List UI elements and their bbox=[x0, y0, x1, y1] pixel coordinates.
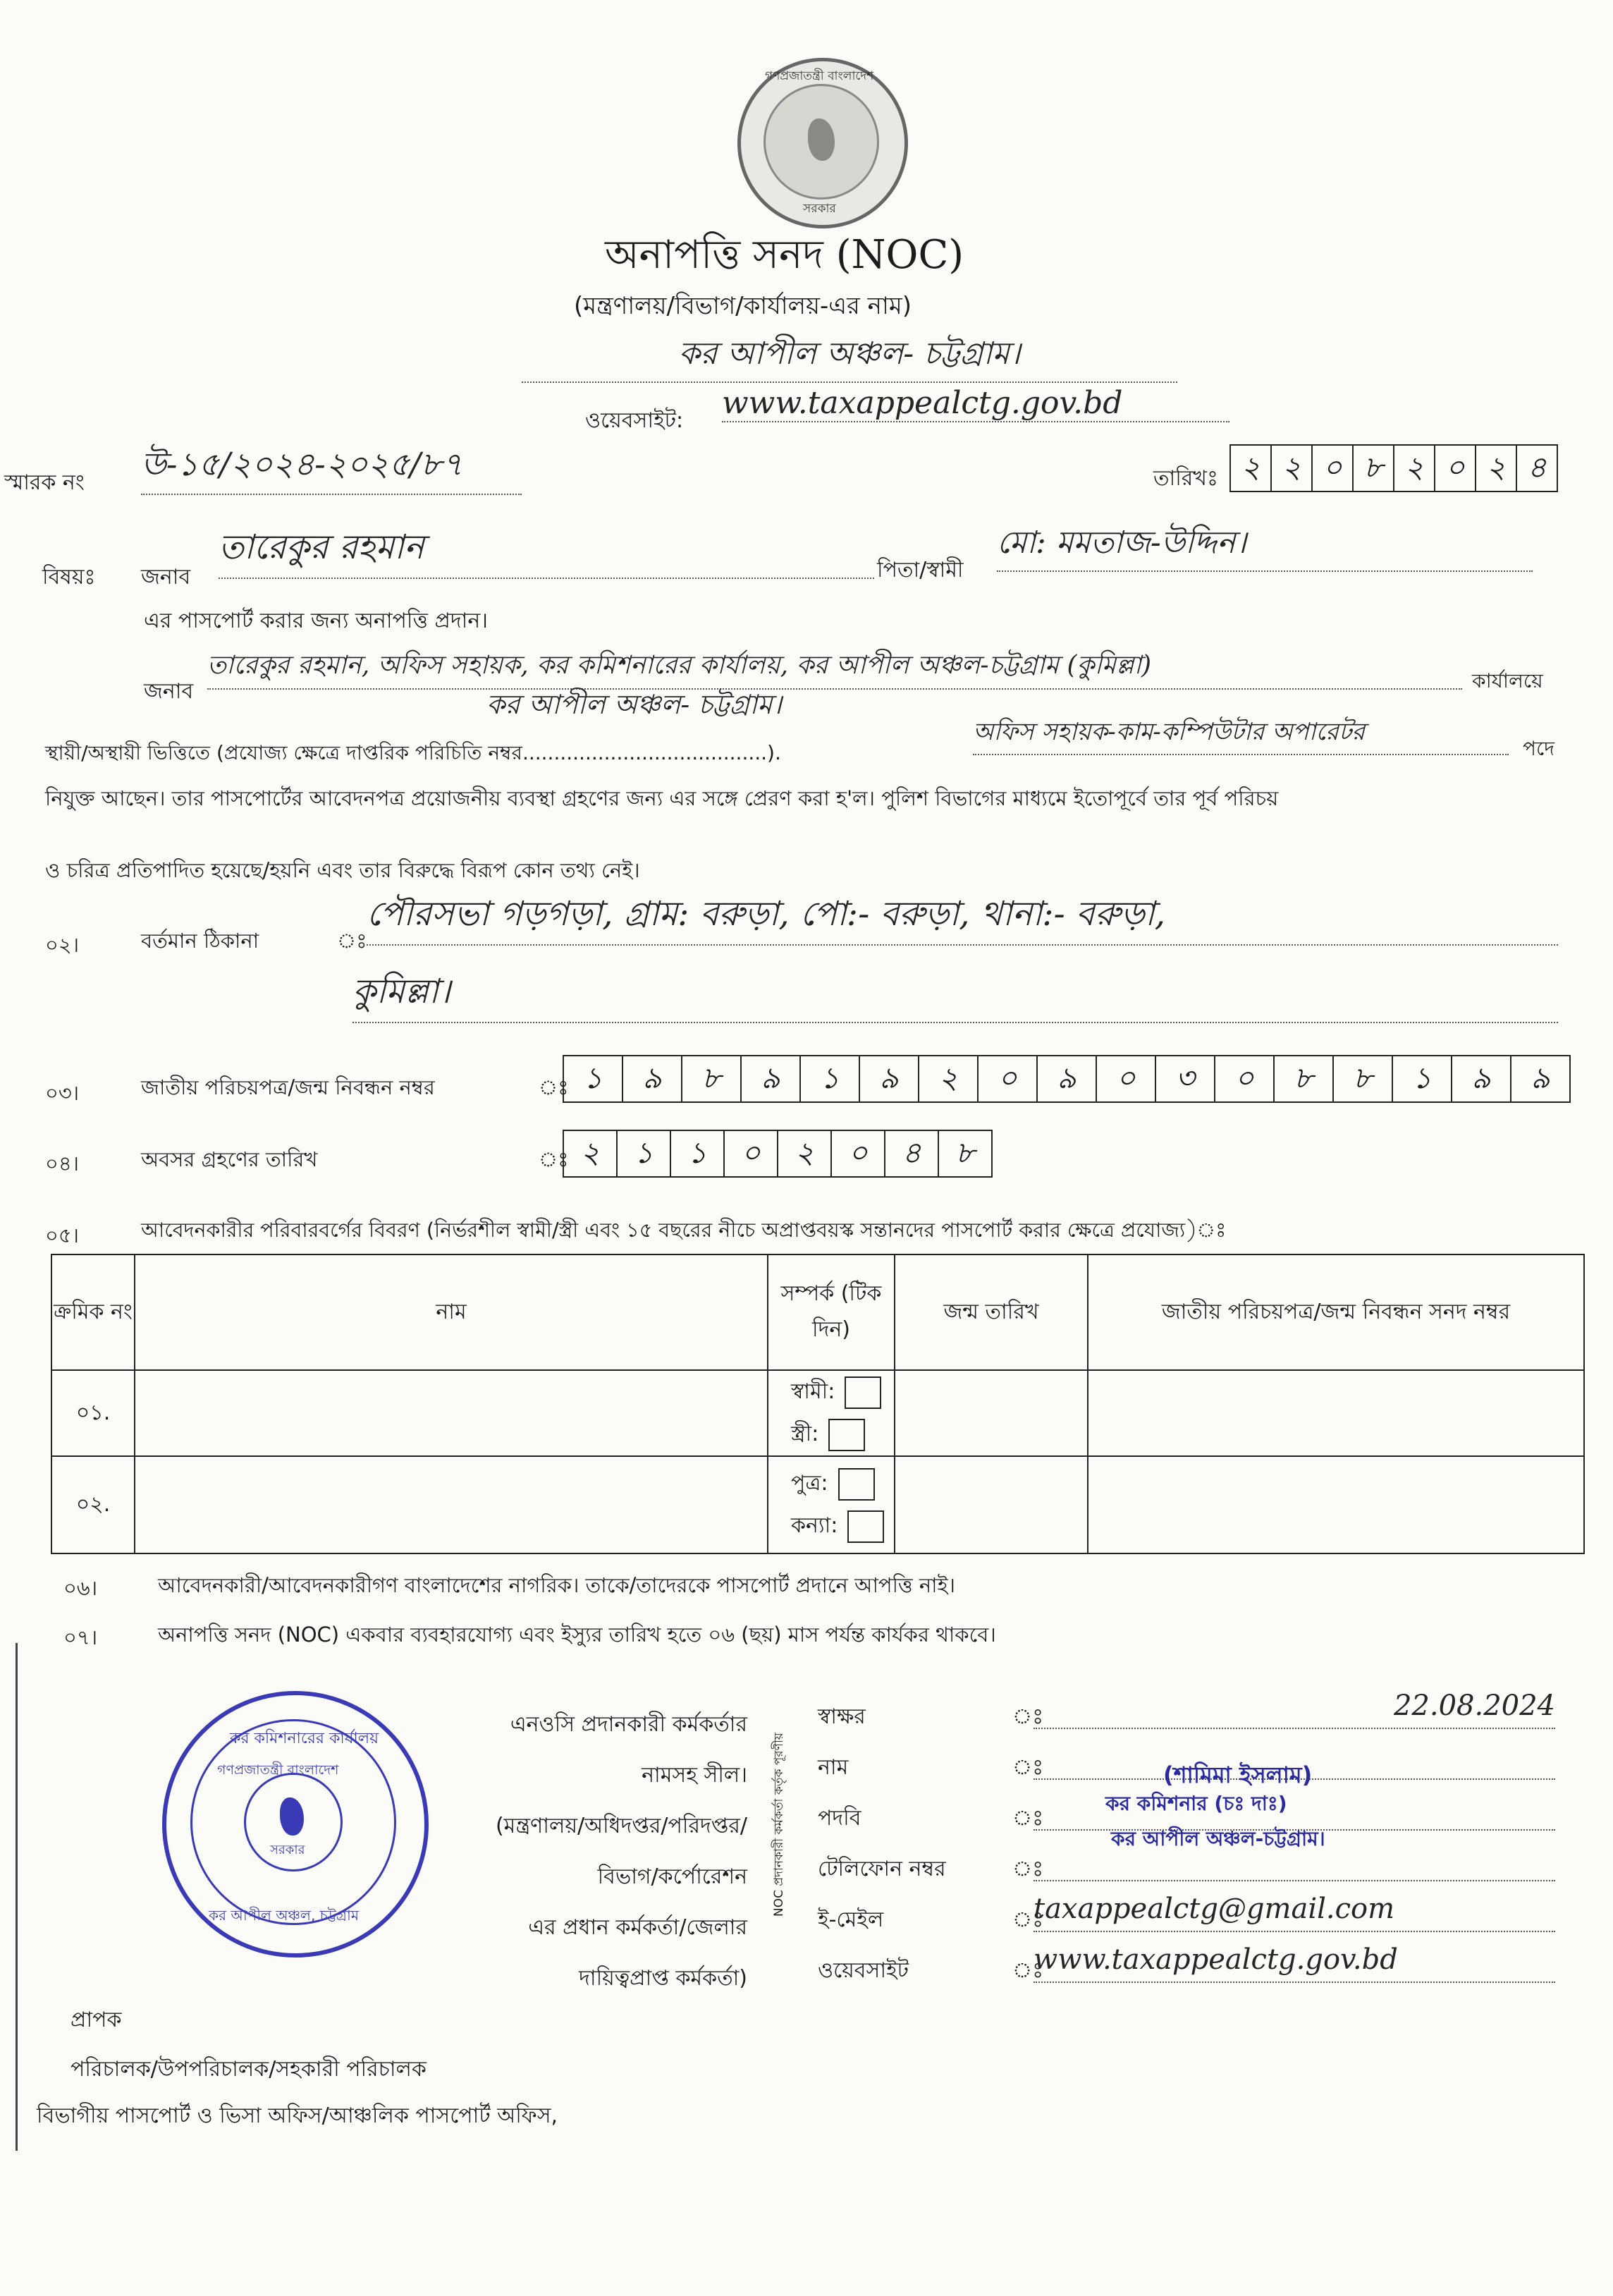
digit-box[interactable]: ১ bbox=[670, 1130, 725, 1178]
digit-box[interactable]: ৯ bbox=[1036, 1055, 1097, 1103]
digit-box[interactable]: ২ bbox=[1229, 444, 1272, 492]
digit-box[interactable]: ৯ bbox=[1510, 1055, 1571, 1103]
digit-box[interactable]: ০ bbox=[1096, 1055, 1156, 1103]
post-value: অফিস সহায়ক-কাম-কম্পিউটার অপারেটর bbox=[973, 714, 1509, 755]
office-line-2: কর আপীল অঞ্চল- চট্টগ্রাম। bbox=[486, 689, 782, 720]
husband-checkbox[interactable] bbox=[845, 1376, 881, 1409]
memo-number: উ-১৫/২০২৪-২০২৫/৮৭ bbox=[141, 440, 522, 495]
digit-box[interactable]: ০ bbox=[1434, 444, 1476, 492]
issuer-description-line: নামসহ সীল। bbox=[642, 1763, 747, 1788]
issuer-field-colon: ঃ bbox=[1012, 1857, 1044, 1881]
digit-box[interactable]: ২ bbox=[1475, 444, 1517, 492]
issuer-field-value[interactable]: 22.08.2024 bbox=[1034, 1690, 1555, 1729]
issuer-field-row bbox=[818, 1893, 1579, 1943]
digit-box[interactable]: ৯ bbox=[1451, 1055, 1511, 1103]
issuer-field-colon: ঃ bbox=[1012, 1704, 1044, 1729]
address-number: ০২। bbox=[45, 933, 80, 957]
issuer-field-colon: ঃ bbox=[1012, 1907, 1044, 1932]
daughter-checkbox[interactable] bbox=[847, 1510, 884, 1543]
son-checkbox[interactable] bbox=[838, 1468, 875, 1501]
issuer-field-label: পদবি bbox=[818, 1806, 861, 1831]
col-nid: জাতীয় পরিচয়পত্র/জন্ম নিবন্ধন সনদ নম্বর bbox=[1088, 1254, 1584, 1370]
retirement-date-boxes bbox=[564, 1130, 993, 1178]
officer-details: তারেকুর রহমান, অফিস সহায়ক, কর কমিশনারের কার্যালয়, কর আপীল অঞ্চল-চট্টগ্রাম (কুমিল্লা) bbox=[207, 646, 1462, 690]
office-suffix: কার্যালয়ে bbox=[1472, 669, 1543, 692]
digit-box[interactable]: ০ bbox=[723, 1130, 778, 1178]
ministry-subtitle: (মন্ত্রণালয়/বিভাগ/কার্যালয়-এর নাম) bbox=[574, 292, 912, 320]
paragraph-line-2: ও চরিত্র প্রতিপাদিত হয়েছে/হয়নি এবং তার বিরুদ্ধে বিরূপ কোন তথ্য নেই। bbox=[45, 858, 640, 882]
digit-box[interactable]: ৯ bbox=[622, 1055, 682, 1103]
seal-bottom-text: সরকার bbox=[803, 202, 836, 216]
office-round-stamp bbox=[162, 1691, 429, 1958]
issuer-description-line: দায়িত্বপ্রাপ্ত কর্মকর্তা) bbox=[579, 1966, 747, 1991]
clause-07-number: ০৭। bbox=[63, 1625, 98, 1649]
paragraph-line-1: নিযুক্ত আছেন। তার পাসপোর্টের আবেদনপত্র প্রয়োজনীয় ব্যবস্থা গ্রহণের জন্য এর সঙ্গে প্রেরণ করা হ'ল। পুলিশ বিভাগের মাধ্যমে ইতোপূর্বে তার পূর্ব পরিচয় bbox=[45, 786, 1279, 810]
row-nid-cell[interactable] bbox=[1088, 1370, 1584, 1456]
row-dob-cell[interactable] bbox=[895, 1456, 1088, 1553]
issuer-field-row bbox=[818, 1690, 1579, 1740]
stamp-map-icon bbox=[280, 1797, 304, 1836]
issuer-description-line: বিভাগ/কর্পোরেশন bbox=[597, 1864, 747, 1889]
retire-colon: ঃ bbox=[539, 1147, 569, 1171]
issuer-field-label: ই-মেইল bbox=[818, 1907, 884, 1932]
digit-box[interactable]: ৯ bbox=[859, 1055, 919, 1103]
digit-box[interactable]: ১ bbox=[1392, 1055, 1452, 1103]
row-serial: ০১. bbox=[51, 1370, 135, 1456]
subject-janab: জনাব bbox=[141, 565, 191, 590]
document-title: অনাপত্তি সনদ (NOC) bbox=[605, 232, 964, 278]
digit-box[interactable]: ৮ bbox=[681, 1055, 742, 1103]
recipient-label: প্রাপক bbox=[70, 2008, 122, 2032]
stamp-inner-text: গণপ্রজাতন্ত্রী বাংলাদেশ bbox=[217, 1762, 339, 1778]
nid-label: জাতীয় পরিচয়পত্র/জন্ম নিবন্ধন নম্বর bbox=[141, 1075, 435, 1099]
row-nid-cell[interactable] bbox=[1088, 1456, 1584, 1553]
row-name-cell[interactable] bbox=[135, 1456, 768, 1553]
digit-box[interactable]: ০ bbox=[1311, 444, 1354, 492]
address-line-2: কুমিল্লা। bbox=[352, 966, 1558, 1023]
relation-son: পুত্র: bbox=[791, 1471, 828, 1496]
issuer-description-line: এনওসি প্রদানকারী কর্মকর্তার bbox=[510, 1712, 747, 1737]
issuer-description-line: (মন্ত্রণালয়/অধিদপ্তর/পরিদপ্তর/ bbox=[495, 1814, 747, 1838]
col-dob: জন্ম তারিখ bbox=[895, 1254, 1088, 1370]
subject-label: বিষয়ঃ bbox=[42, 565, 96, 590]
noc-vertical-note: NOC প্রদানকারী কর্মকর্তা কর্তৃক পূরণীয় bbox=[772, 1733, 786, 1917]
bangladesh-map-icon bbox=[808, 118, 835, 161]
father-name: মো: মমতাজ-উদ্দিন। bbox=[997, 519, 1533, 572]
digit-box[interactable]: ১ bbox=[799, 1055, 860, 1103]
memo-label: স্মারক নং bbox=[4, 470, 85, 495]
digit-box[interactable]: ২ bbox=[1270, 444, 1313, 492]
relation-daughter: কন্যা: bbox=[791, 1513, 838, 1538]
digit-box[interactable]: ৪ bbox=[884, 1130, 939, 1178]
issuer-name-stamp: (শামিমা ইসলাম) bbox=[1163, 1761, 1313, 1788]
issuer-field-label: নাম bbox=[818, 1755, 849, 1780]
date-label: তারিখঃ bbox=[1153, 466, 1218, 491]
issuer-designation-stamp: কর কমিশনার (চঃ দাঃ) bbox=[1105, 1792, 1287, 1815]
seal-top-text: গণপ্রজাতন্ত্রী বাংলাদেশ bbox=[765, 69, 874, 83]
row-serial: ০২. bbox=[51, 1456, 135, 1553]
digit-box[interactable]: ৮ bbox=[1273, 1055, 1334, 1103]
clause-06-text: আবেদনকারী/আবেদনকারীগণ বাংলাদেশের নাগরিক। তাকে/তাদেরকে পাসপোর্ট প্রদানে আপত্তি নাই। bbox=[158, 1573, 956, 1597]
recipient-line-1: পরিচালক/উপপরিচালক/সহকারী পরিচালক bbox=[70, 2057, 427, 2082]
margin-line bbox=[16, 1643, 18, 2151]
issuer-office-stamp: কর আপীল অঞ্চল-চট্টগ্রাম। bbox=[1111, 1827, 1325, 1850]
issuer-description bbox=[423, 1699, 747, 2004]
issuer-field-label: স্বাক্ষর bbox=[818, 1704, 866, 1729]
stamp-core-text: সরকার bbox=[270, 1843, 305, 1857]
col-relation: সম্পর্ক (টিক দিন) bbox=[768, 1254, 895, 1370]
digit-box[interactable]: ২ bbox=[563, 1130, 618, 1178]
issue-date-boxes bbox=[1231, 444, 1558, 492]
clause-07-text: অনাপত্তি সনদ (NOC) একবার ব্যবহারযোগ্য এবং ইস্যুর তারিখ হতে ০৬ (ছয়) মাস পর্যন্ত কার্যকর থাকবে। bbox=[158, 1623, 996, 1647]
family-label: আবেদনকারীর পরিবারবর্গের বিবরণ (নির্ভরশীল স্বামী/স্ত্রী এবং ১৫ বছরের নীচে অপ্রাপ্তবয়স্ক সন্তানদের পাসপোর্ট করার ক্ষেত্রে প্রযোজ্য)ঃ bbox=[141, 1219, 1227, 1242]
website-value: www.taxappealctg.gov.bd bbox=[722, 385, 1229, 422]
nid-number-label-num: ০৩। bbox=[45, 1081, 80, 1105]
issuer-field-value[interactable]: www.taxappealctg.gov.bd bbox=[1034, 1943, 1555, 1983]
col-name: নাম bbox=[135, 1254, 768, 1370]
website-label: ওয়েবসাইট: bbox=[585, 408, 684, 433]
post-label: পদে bbox=[1523, 737, 1554, 760]
issuer-field-colon: ঃ bbox=[1012, 1755, 1044, 1780]
subject-line-2: এর পাসপোর্ট করার জন্য অনাপত্তি প্রদান। bbox=[144, 609, 488, 633]
digit-box[interactable]: ২ bbox=[918, 1055, 979, 1103]
office-name: কর আপীল অঞ্চল- চট্টগ্রাম। bbox=[522, 330, 1177, 383]
row-name-cell[interactable] bbox=[135, 1370, 768, 1456]
wife-checkbox[interactable] bbox=[828, 1419, 865, 1451]
government-seal bbox=[737, 58, 908, 228]
address-label: বর্তমান ঠিকানা bbox=[141, 929, 259, 953]
issuer-field-label: ওয়েবসাইট bbox=[818, 1958, 909, 1983]
father-label: পিতা/স্বামী bbox=[877, 558, 964, 582]
stamp-outer-text: কর কমিশনারের কার্যালয় bbox=[230, 1730, 379, 1747]
address-colon: ঃ bbox=[337, 929, 367, 953]
row-dob-cell[interactable] bbox=[895, 1370, 1088, 1456]
relation-wife: স্ত্রী: bbox=[791, 1422, 819, 1446]
issuer-field-colon: ঃ bbox=[1012, 1958, 1044, 1983]
relation-husband: স্বামী: bbox=[791, 1379, 835, 1404]
digit-box[interactable]: ২ bbox=[1393, 444, 1435, 492]
col-serial: ক্রমিক নং bbox=[51, 1254, 135, 1370]
digit-box[interactable]: ০ bbox=[1214, 1055, 1275, 1103]
table-row bbox=[51, 1456, 1584, 1553]
nid-digit-boxes bbox=[564, 1055, 1571, 1103]
digit-box[interactable]: ৩ bbox=[1155, 1055, 1215, 1103]
retire-number: ০৪। bbox=[45, 1152, 80, 1176]
digit-box[interactable]: ২ bbox=[777, 1130, 832, 1178]
nid-colon: ঃ bbox=[539, 1075, 569, 1099]
address-line-1: পৌরসভা গড়গড়া, গ্রাম: বরুড়া, পো:- বরুড়া, থানা:- বরুড়া, bbox=[367, 889, 1558, 946]
applicant-name: তারেকুর রহমান bbox=[219, 522, 874, 579]
issuer-field-value[interactable]: taxappealctg@gmail.com bbox=[1034, 1893, 1555, 1932]
digit-box[interactable]: ৪ bbox=[1516, 444, 1558, 492]
family-table bbox=[51, 1254, 1585, 1554]
digit-box[interactable]: ০ bbox=[977, 1055, 1038, 1103]
digit-box[interactable]: ৮ bbox=[1332, 1055, 1393, 1103]
clause-06-number: ০৬। bbox=[63, 1576, 98, 1600]
issuer-field-row bbox=[818, 1943, 1579, 1994]
issuer-description-line: এর প্রধান কর্মকর্তা/জেলার bbox=[528, 1915, 747, 1940]
digit-box[interactable]: ৯ bbox=[740, 1055, 801, 1103]
retire-label: অবসর গ্রহণের তারিখ bbox=[141, 1147, 318, 1171]
body-janab: জনাব bbox=[144, 679, 194, 704]
permanent-text: স্থায়ী/অস্থায়ী ভিত্তিতে (প্রযোজ্য ক্ষেত্রে দাপ্তরিক পরিচিতি নম্বর.......................................). bbox=[45, 741, 781, 764]
issuer-field-label: টেলিফোন নম্বর bbox=[818, 1857, 946, 1881]
digit-box[interactable]: ১ bbox=[616, 1130, 671, 1178]
digit-box[interactable]: ১ bbox=[563, 1055, 623, 1103]
digit-box[interactable]: ৮ bbox=[1352, 444, 1394, 492]
stamp-bottom-text: কর আপীল অঞ্চল, চট্টগ্রাম bbox=[209, 1907, 359, 1924]
issuer-field-colon: ঃ bbox=[1012, 1806, 1044, 1831]
digit-box[interactable]: ৮ bbox=[938, 1130, 993, 1178]
recipient-line-2: বিভাগীয় পাসপোর্ট ও ভিসা অফিস/আঞ্চলিক পাসপোর্ট অফিস, bbox=[37, 2103, 558, 2128]
table-row bbox=[51, 1370, 1584, 1456]
family-number: ০৫। bbox=[45, 1223, 80, 1247]
digit-box[interactable]: ০ bbox=[830, 1130, 885, 1178]
